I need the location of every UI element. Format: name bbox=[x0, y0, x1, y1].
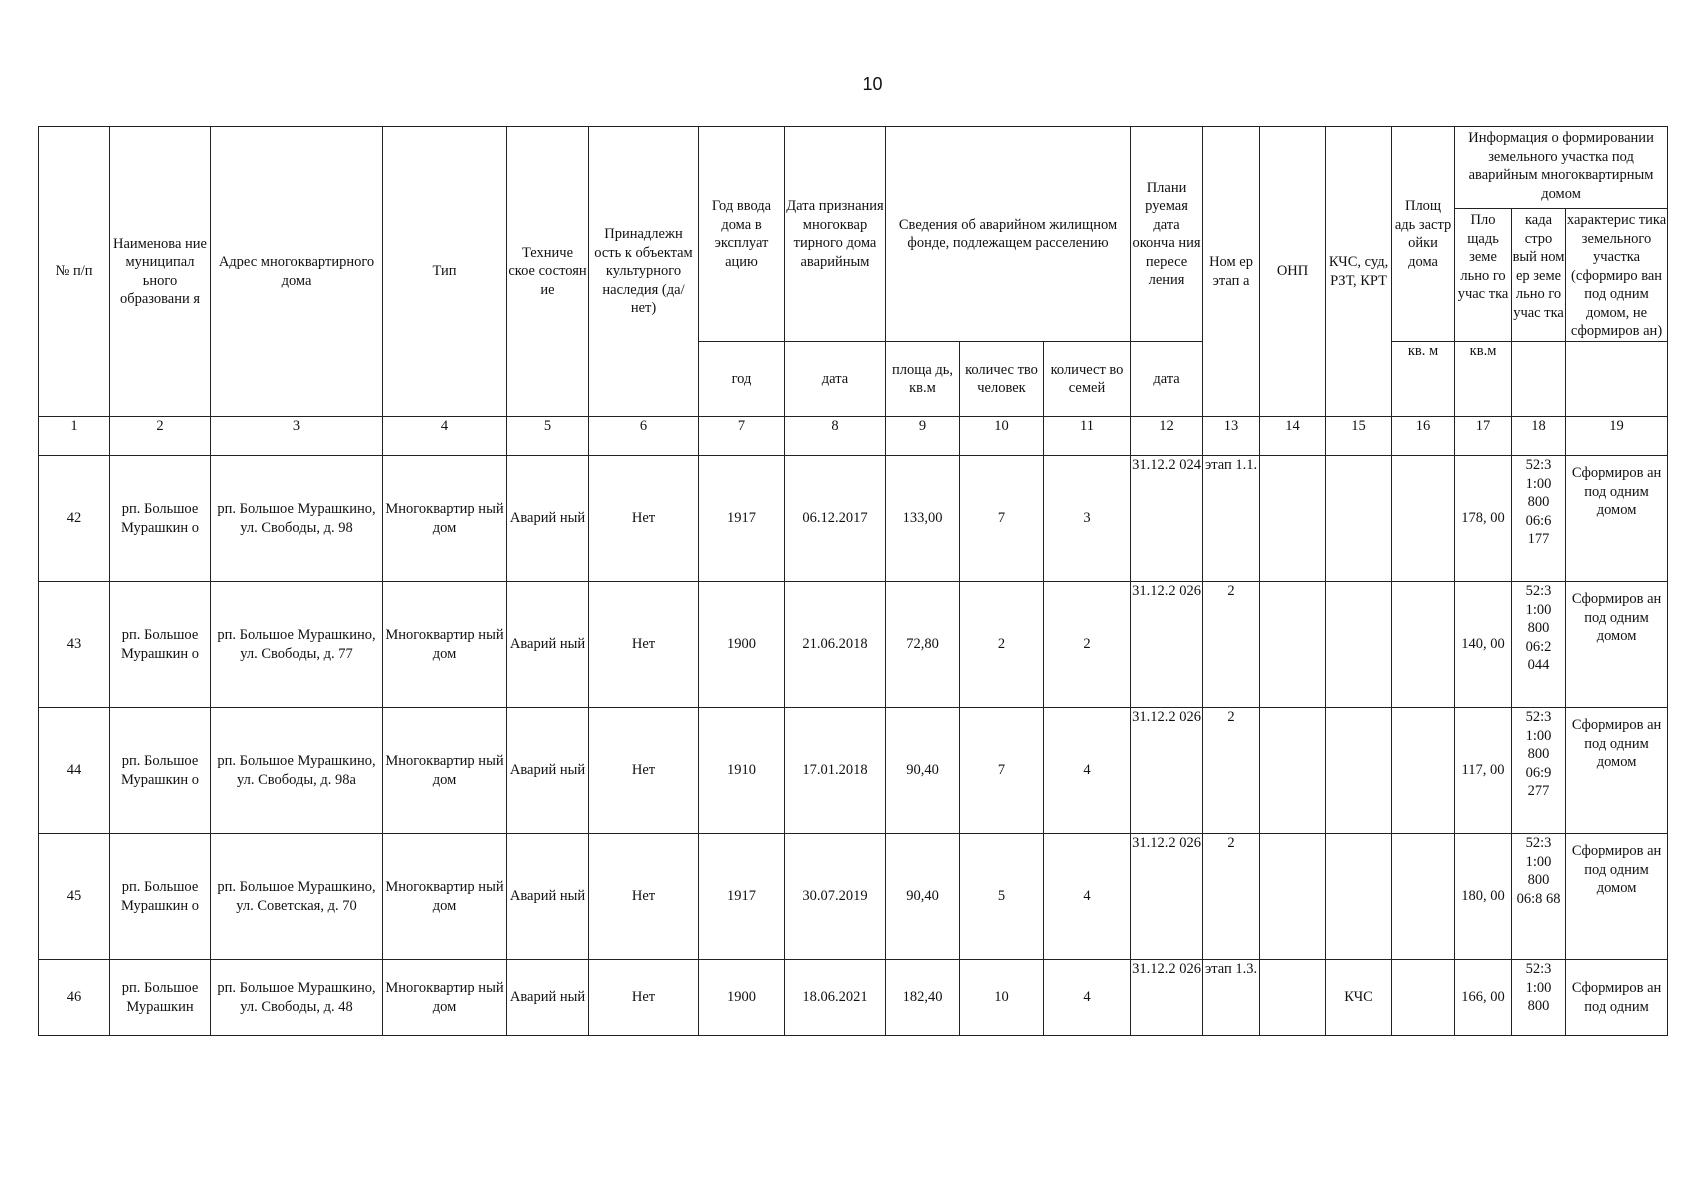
cell-area: 182,40 bbox=[886, 960, 960, 1036]
cell-kchs bbox=[1326, 456, 1392, 582]
cell-municipality: рп. Большое Мурашкин о bbox=[110, 456, 211, 582]
header-tech-state: Техниче ское состоян ие bbox=[507, 127, 589, 417]
column-number: 19 bbox=[1566, 417, 1668, 456]
cell-municipality: рп. Большое Мурашкин о bbox=[110, 834, 211, 960]
cell-built-area bbox=[1392, 708, 1455, 834]
cell-type: Многоквартир ный дом bbox=[383, 708, 507, 834]
header-land-info bbox=[1455, 127, 1668, 342]
cell-families: 4 bbox=[1044, 834, 1131, 960]
column-number: 12 bbox=[1131, 417, 1203, 456]
cell-onp bbox=[1260, 708, 1326, 834]
cell-state: Аварий ный bbox=[507, 834, 589, 960]
header-num: № п/п bbox=[39, 127, 110, 417]
cell-num: 44 bbox=[39, 708, 110, 834]
cell-stage: этап 1.3. bbox=[1203, 960, 1260, 1036]
cell-families: 4 bbox=[1044, 708, 1131, 834]
cell-stage: 2 bbox=[1203, 708, 1260, 834]
cell-land-area: 166, 00 bbox=[1455, 960, 1512, 1036]
header-sub-year: год bbox=[699, 342, 785, 417]
header-stage: Ном ер этап а bbox=[1203, 127, 1260, 417]
header-built-area: Площ адь застр ойки дома bbox=[1392, 127, 1455, 342]
column-number: 13 bbox=[1203, 417, 1260, 456]
cell-people: 2 bbox=[960, 582, 1044, 708]
cell-onp bbox=[1260, 960, 1326, 1036]
cell-heritage: Нет bbox=[589, 582, 699, 708]
column-number: 7 bbox=[699, 417, 785, 456]
table-row bbox=[39, 834, 1668, 960]
table-row bbox=[39, 960, 1668, 1036]
header-address: Адрес многоквартирного дома bbox=[211, 127, 383, 417]
column-number: 11 bbox=[1044, 417, 1131, 456]
cell-state: Аварий ный bbox=[507, 582, 589, 708]
cell-address: рп. Большое Мурашкино, ул. Свободы, д. 98 bbox=[211, 456, 383, 582]
cell-num: 43 bbox=[39, 582, 110, 708]
cell-land-char: Сформиров ан под одним bbox=[1566, 960, 1668, 1036]
cell-cadastral: 52:3 1:00 800 06:8 68 bbox=[1512, 834, 1566, 960]
cell-built-area bbox=[1392, 834, 1455, 960]
cell-year: 1917 bbox=[699, 456, 785, 582]
column-number: 1 bbox=[39, 417, 110, 456]
cell-kchs bbox=[1326, 582, 1392, 708]
cell-people: 10 bbox=[960, 960, 1044, 1036]
cell-families: 4 bbox=[1044, 960, 1131, 1036]
header-heritage: Принадлежн ость к объектам культурного наследия (да/нет) bbox=[589, 127, 699, 417]
cell-cadastral: 52:3 1:00 800 bbox=[1512, 960, 1566, 1036]
cell-num: 45 bbox=[39, 834, 110, 960]
cell-cadastral: 52:3 1:00 800 06:6 177 bbox=[1512, 456, 1566, 582]
cell-area: 90,40 bbox=[886, 708, 960, 834]
table-row bbox=[39, 582, 1668, 708]
header-emergency-info: Сведения об аварийном жилищном фонде, подлежащем расселению bbox=[886, 127, 1131, 342]
cell-land-area: 140, 00 bbox=[1455, 582, 1512, 708]
cell-planned: 31.12.2 024 bbox=[1131, 456, 1203, 582]
cell-people: 7 bbox=[960, 708, 1044, 834]
cell-area: 72,80 bbox=[886, 582, 960, 708]
column-number: 10 bbox=[960, 417, 1044, 456]
cell-land-char: Сформиров ан под одним домом bbox=[1566, 708, 1668, 834]
cell-land-char: Сформиров ан под одним домом bbox=[1566, 582, 1668, 708]
column-number: 9 bbox=[886, 417, 960, 456]
cell-families: 3 bbox=[1044, 456, 1131, 582]
cell-area: 133,00 bbox=[886, 456, 960, 582]
cell-type: Многоквартир ный дом bbox=[383, 456, 507, 582]
column-number: 14 bbox=[1260, 417, 1326, 456]
column-number-row bbox=[39, 417, 1668, 456]
cell-land-char: Сформиров ан под одним домом bbox=[1566, 834, 1668, 960]
column-number: 8 bbox=[785, 417, 886, 456]
cell-address: рп. Большое Мурашкино, ул. Свободы, д. 48 bbox=[211, 960, 383, 1036]
cell-num: 42 bbox=[39, 456, 110, 582]
cell-address: рп. Большое Мурашкино, ул. Советская, д. 70 bbox=[211, 834, 383, 960]
cell-people: 5 bbox=[960, 834, 1044, 960]
cell-kchs: КЧС bbox=[1326, 960, 1392, 1036]
cell-stage: 2 bbox=[1203, 582, 1260, 708]
cell-kchs bbox=[1326, 834, 1392, 960]
cell-onp bbox=[1260, 456, 1326, 582]
cell-heritage: Нет bbox=[589, 960, 699, 1036]
cell-stage: 2 bbox=[1203, 834, 1260, 960]
land-info-title: Информация о формировании земельного участка под аварийным многоквартирным домом bbox=[1455, 127, 1667, 209]
header-sub-planned-date: дата bbox=[1131, 342, 1203, 417]
cell-type: Многоквартир ный дом bbox=[383, 834, 507, 960]
column-number: 17 bbox=[1455, 417, 1512, 456]
header-kchs: КЧС, суд, РЗТ, КРТ bbox=[1326, 127, 1392, 417]
header-onp: ОНП bbox=[1260, 127, 1326, 417]
cell-address: рп. Большое Мурашкино, ул. Свободы, д. 98а bbox=[211, 708, 383, 834]
column-number: 18 bbox=[1512, 417, 1566, 456]
header-type: Тип bbox=[383, 127, 507, 417]
header-land-area: Пло щадь земе льно го учас тка bbox=[1455, 209, 1512, 343]
column-number: 6 bbox=[589, 417, 699, 456]
cell-num: 46 bbox=[39, 960, 110, 1036]
header-municipality: Наименова ние муниципал ьного образовани я bbox=[110, 127, 211, 417]
cell-heritage: Нет bbox=[589, 456, 699, 582]
column-number: 5 bbox=[507, 417, 589, 456]
cell-date: 30.07.2019 bbox=[785, 834, 886, 960]
column-number: 2 bbox=[110, 417, 211, 456]
cell-cadastral: 52:3 1:00 800 06:2 044 bbox=[1512, 582, 1566, 708]
cell-kchs bbox=[1326, 708, 1392, 834]
column-number: 16 bbox=[1392, 417, 1455, 456]
cell-address: рп. Большое Мурашкино, ул. Свободы, д. 77 bbox=[211, 582, 383, 708]
cell-heritage: Нет bbox=[589, 834, 699, 960]
cell-cadastral: 52:3 1:00 800 06:9 277 bbox=[1512, 708, 1566, 834]
header-planned-date: Плани руемая дата оконча ния пересе ления bbox=[1131, 127, 1203, 342]
cell-planned: 31.12.2 026 bbox=[1131, 960, 1203, 1036]
cell-land-char: Сформиров ан под одним домом bbox=[1566, 456, 1668, 582]
page-number: 10 bbox=[862, 74, 883, 94]
cell-land-area: 117, 00 bbox=[1455, 708, 1512, 834]
column-number: 3 bbox=[211, 417, 383, 456]
cell-heritage: Нет bbox=[589, 708, 699, 834]
header-year-built: Год ввода дома в эксплуат ацию bbox=[699, 127, 785, 342]
cell-municipality: рп. Большое Мурашкин bbox=[110, 960, 211, 1036]
cell-people: 7 bbox=[960, 456, 1044, 582]
cell-date: 21.06.2018 bbox=[785, 582, 886, 708]
column-number: 4 bbox=[383, 417, 507, 456]
table-row bbox=[39, 708, 1668, 834]
cell-stage: этап 1.1. bbox=[1203, 456, 1260, 582]
cell-date: 18.06.2021 bbox=[785, 960, 886, 1036]
header-sub-people: количес тво человек bbox=[960, 342, 1044, 417]
cell-municipality: рп. Большое Мурашкин о bbox=[110, 582, 211, 708]
header-recognition-date: Дата признания многоквар тирного дома аварийным bbox=[785, 127, 886, 342]
cell-planned: 31.12.2 026 bbox=[1131, 708, 1203, 834]
header-cadastral-text: када стро вый ном ер земе льно го учас тка bbox=[1512, 209, 1566, 417]
cell-planned: 31.12.2 026 bbox=[1131, 582, 1203, 708]
cell-state: Аварий ный bbox=[507, 456, 589, 582]
header-unit-16: кв. м bbox=[1392, 342, 1455, 417]
cell-type: Многоквартир ный дом bbox=[383, 582, 507, 708]
cell-land-area: 178, 00 bbox=[1455, 456, 1512, 582]
cell-year: 1900 bbox=[699, 582, 785, 708]
emergency-housing-table bbox=[38, 126, 1668, 1036]
cell-year: 1917 bbox=[699, 834, 785, 960]
cell-planned: 31.12.2 026 bbox=[1131, 834, 1203, 960]
header-sub-area: площа дь, кв.м bbox=[886, 342, 960, 417]
cell-land-area: 180, 00 bbox=[1455, 834, 1512, 960]
column-number: 15 bbox=[1326, 417, 1392, 456]
cell-year: 1900 bbox=[699, 960, 785, 1036]
cell-type: Многоквартир ный дом bbox=[383, 960, 507, 1036]
cell-municipality: рп. Большое Мурашкин о bbox=[110, 708, 211, 834]
header-unit-17: кв.м bbox=[1455, 342, 1512, 417]
header-land-char-text: характерис тика земельного участка (сформиро ван под одним домом, не сформиров ан) bbox=[1566, 212, 1667, 339]
table-row bbox=[39, 456, 1668, 582]
cell-onp bbox=[1260, 582, 1326, 708]
cell-built-area bbox=[1392, 456, 1455, 582]
cell-area: 90,40 bbox=[886, 834, 960, 960]
cell-onp bbox=[1260, 834, 1326, 960]
header-sub-families: количест во семей bbox=[1044, 342, 1131, 417]
header-sub-date: дата bbox=[785, 342, 886, 417]
cell-state: Аварий ный bbox=[507, 960, 589, 1036]
cell-year: 1910 bbox=[699, 708, 785, 834]
cell-state: Аварий ный bbox=[507, 708, 589, 834]
cell-built-area bbox=[1392, 582, 1455, 708]
cell-families: 2 bbox=[1044, 582, 1131, 708]
cell-date: 06.12.2017 bbox=[785, 456, 886, 582]
cell-date: 17.01.2018 bbox=[785, 708, 886, 834]
cell-built-area bbox=[1392, 960, 1455, 1036]
